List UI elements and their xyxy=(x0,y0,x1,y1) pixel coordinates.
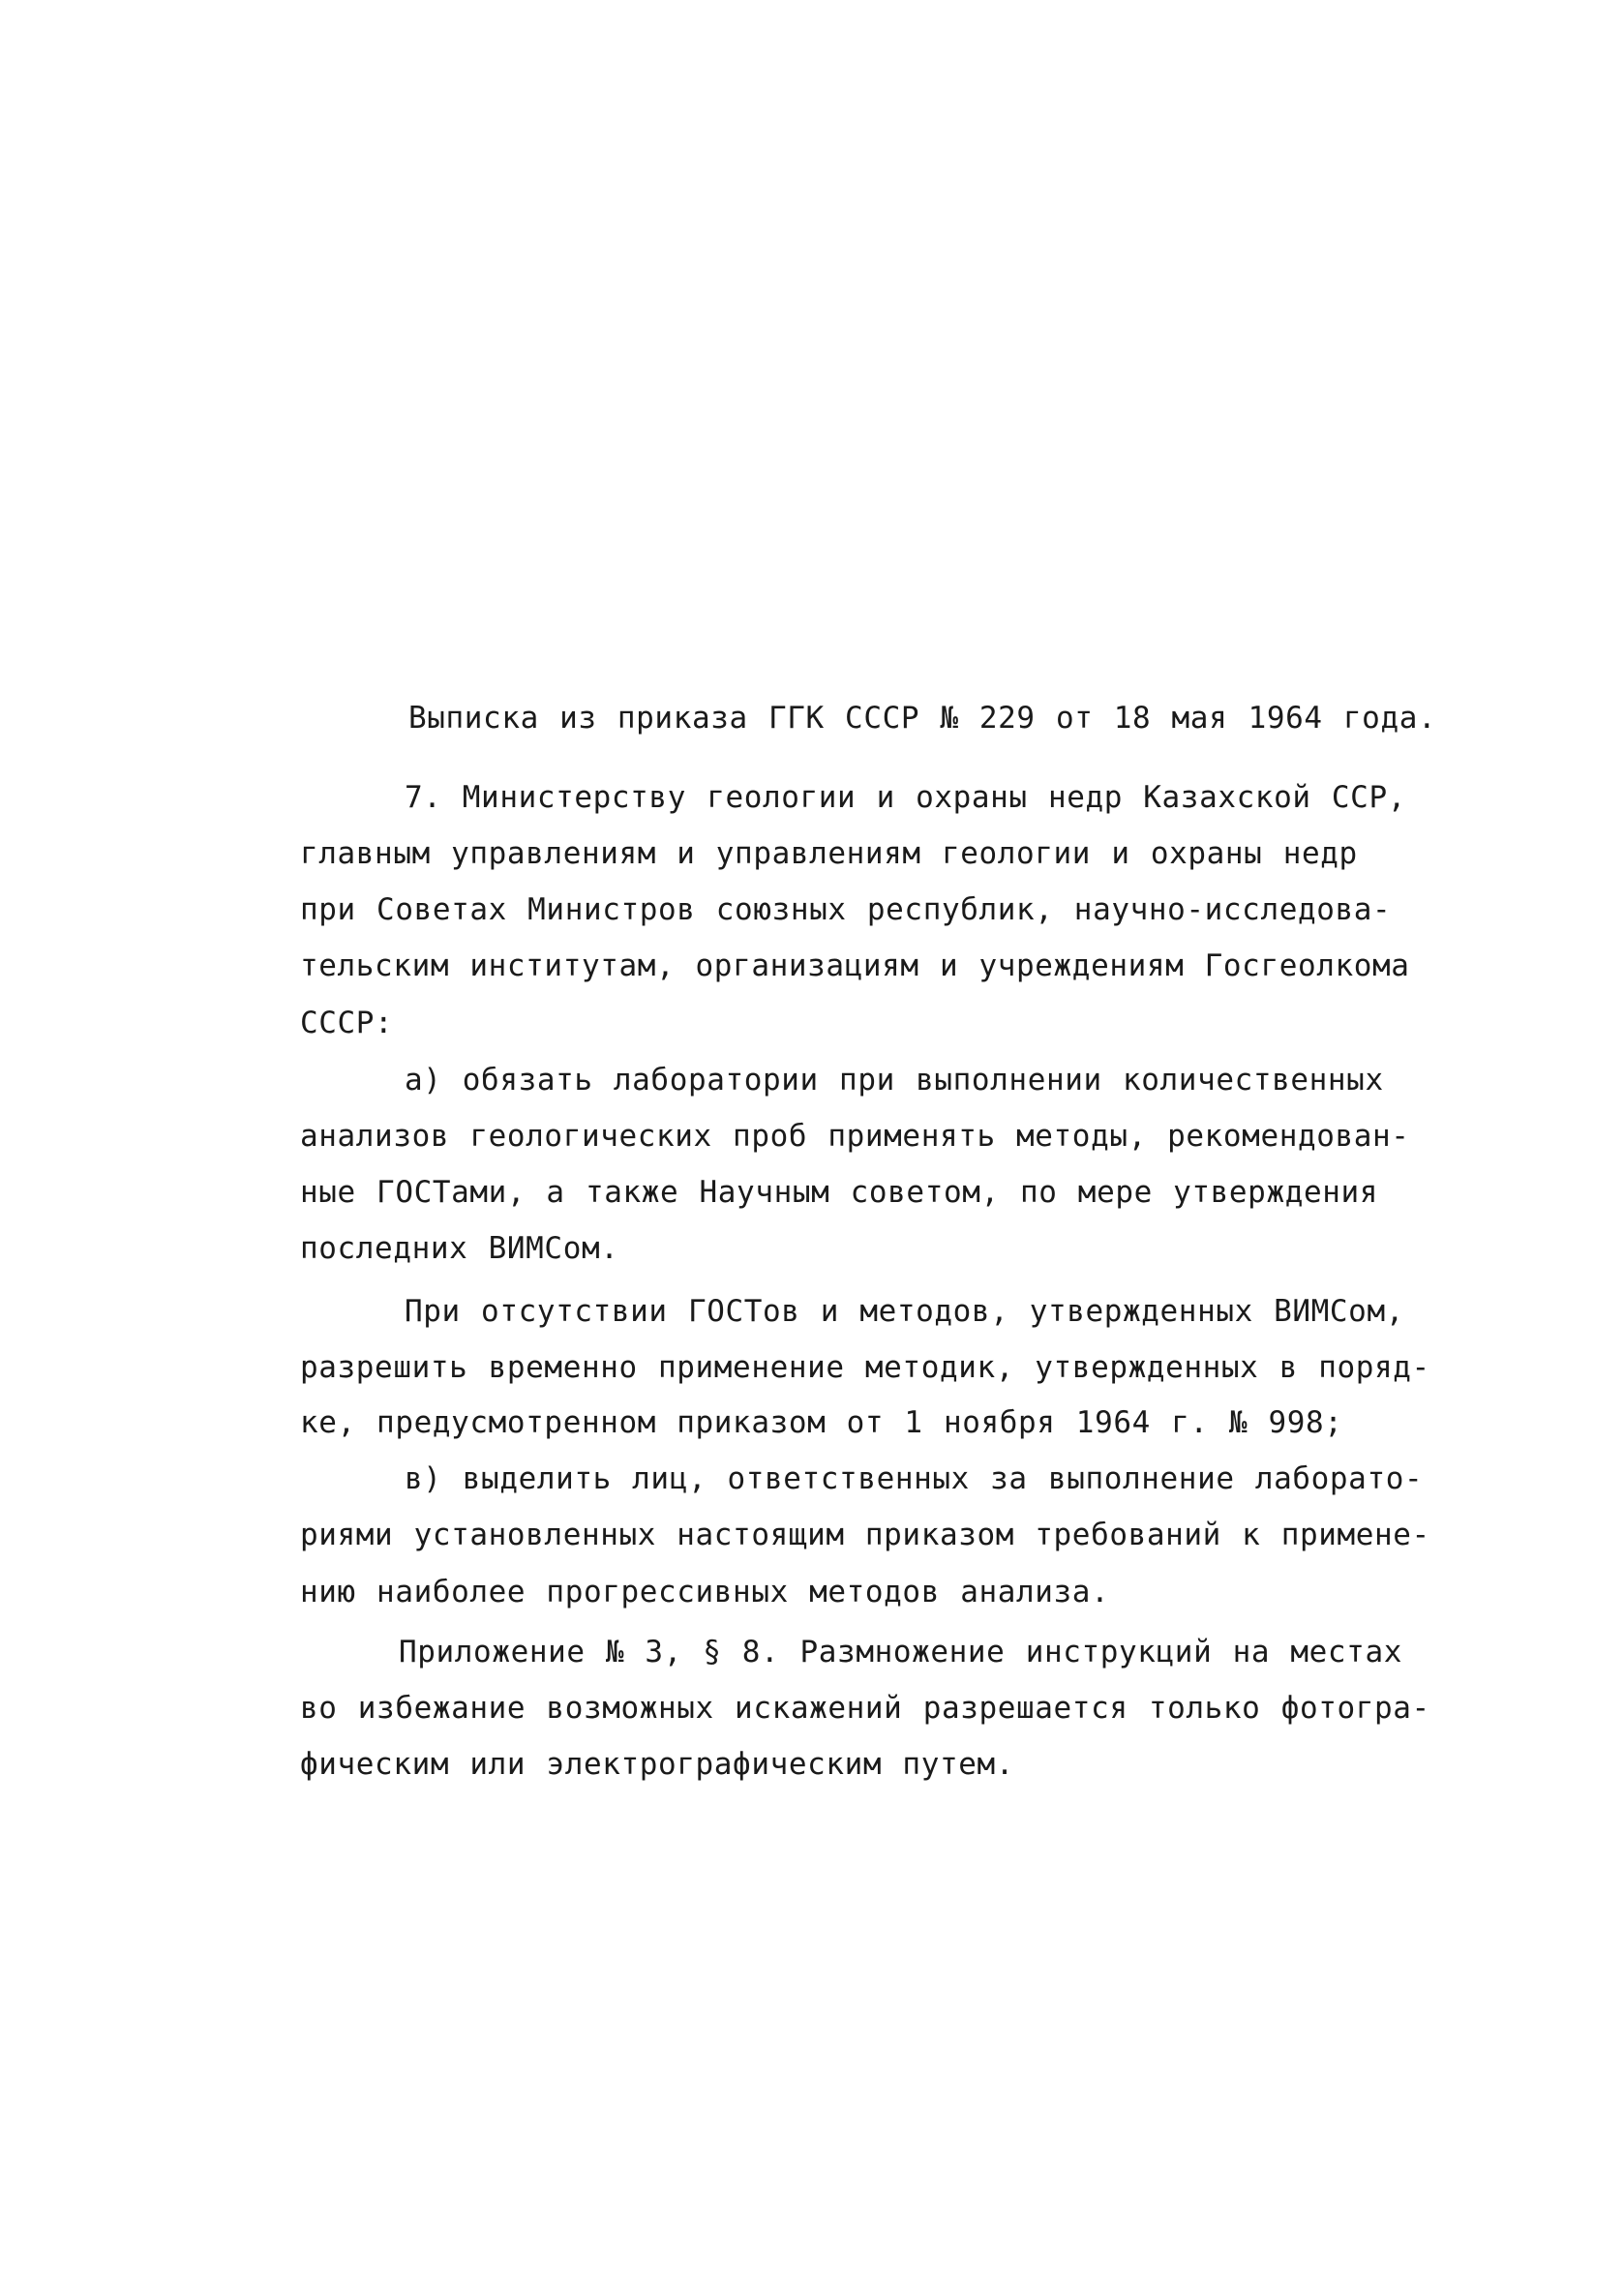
paragraph-3-line-1: При отсутствии ГОСТов и методов, утвержденных ВИМСом, xyxy=(405,1294,1404,1329)
paragraph-2-line-2: анализов геологических проб применять методы, рекомендован- xyxy=(300,1119,1410,1154)
paragraph-1-line-4: тельским институтам, организациям и учреждениям Госгеолкома xyxy=(300,948,1410,983)
paragraph-3-line-3: ке, предусмотренном приказом от 1 ноября 1964 г. № 998; xyxy=(300,1405,1343,1440)
paragraph-3-line-2: разрешить временно применение методик, утвержденных в поряд- xyxy=(300,1350,1430,1385)
paragraph-4-line-1: в) выделить лиц, ответственных за выполнение лаборато- xyxy=(405,1461,1424,1496)
paragraph-5-line-3: фическим или электрографическим путем. xyxy=(300,1747,1015,1782)
paragraph-4-line-2: риями установленных настоящим приказом требований к примене- xyxy=(300,1518,1430,1552)
paragraph-5-line-2: во избежание возможных искажений разрешается только фотогра- xyxy=(300,1691,1430,1726)
paragraph-2-line-4: последних ВИМСом. xyxy=(300,1231,619,1266)
paragraph-1-line-1: 7. Министерству геологии и охраны недр Казахской ССР, xyxy=(405,780,1406,815)
paragraph-2-line-3: ные ГОСТами, а также Научным советом, по мере утверждения xyxy=(300,1175,1379,1210)
paragraph-1-line-3: при Советах Министров союзных республик, научно-исследова- xyxy=(300,892,1392,927)
paragraph-1-line-5: СССР: xyxy=(300,1006,394,1040)
paragraph-1-line-2: главным управлениям и управлениям геологии и охраны недр xyxy=(300,836,1358,871)
paragraph-2-line-1: а) обязать лаборатории при выполнении количественных xyxy=(405,1063,1384,1098)
document-title: Выписка из приказа ГГК СССР № 229 от 18 мая 1964 года. xyxy=(408,701,1437,736)
paragraph-4-line-3: нию наиболее прогрессивных методов анализа. xyxy=(300,1575,1110,1609)
paragraph-5-line-1: Приложение № 3, § 8. Размножение инструкций на местах xyxy=(399,1635,1402,1669)
